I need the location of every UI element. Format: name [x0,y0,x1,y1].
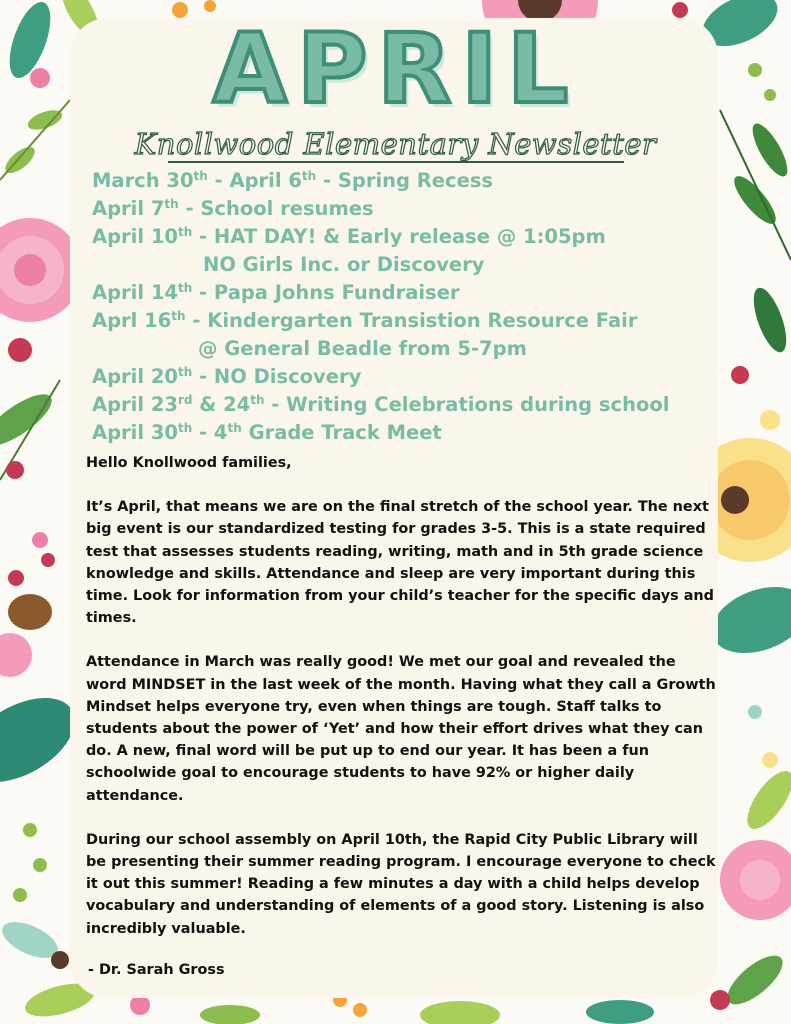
event-text: th [164,197,179,211]
event-text: - Papa Johns Fundraiser [192,281,460,304]
event-line [92,167,712,195]
event-text: Grade Track Meet [241,421,442,444]
event-text: - Writing Celebrations during school [264,393,670,416]
event-text: April 7 [92,197,165,220]
event-text: th [177,421,193,435]
event-text: th [177,281,193,295]
newsletter-subtitle: Knollwood Elementary Newsletter [134,127,657,161]
event-line [92,419,712,447]
subtitle-underline [168,161,624,163]
event-text: - April 6 [207,169,302,192]
event-text: - Spring Recess [316,169,494,192]
events-list [92,167,712,447]
event-text: April 20 [92,365,178,388]
event-text: th [227,421,242,435]
letter-paragraph: It’s April, that means we are on the final stretch of the school year. The next big event is our standardized testing for grades 3-5. This is a state required test that assesses students reading, writing, math and in 5th grade science knowledge and skills. Attendance and sleep are very important during this time. Look for information from your child’s teacher for the specific days and times. [86,499,714,627]
event-text: th [177,365,193,379]
event-line [92,307,712,335]
event-text: - HAT DAY! & Early release @ 1:05pm [192,225,606,248]
event-text: th [301,169,317,183]
event-line [92,195,712,223]
letter-greeting: Hello Knollwood families, [86,455,292,471]
event-text: - School resumes [178,197,374,220]
event-line-continued [92,335,712,363]
event-text: th [250,393,265,407]
event-line-continued [92,251,712,279]
letter-body [86,452,718,962]
event-text: March 30 [92,169,194,192]
event-text: April 14 [92,281,178,304]
event-text: & 24 [192,393,251,416]
letter-paragraph: During our school assembly on April 10th, the Rapid City Public Library will be presenting their summer reading program. I encourage everyone to check it out this summer! Reading a few minutes a day with a child helps develop vocabulary and understanding of elements of a good story. Listening is also incredibly valuable. [86,831,716,937]
signature: - Dr. Sarah Gross [88,962,225,978]
event-text: April 10 [92,225,178,248]
event-text: - Kindergarten Transistion Resource Fair [185,309,638,332]
event-line [92,279,712,307]
event-text: rd [177,393,193,407]
event-line [92,391,712,419]
event-text: th [193,169,208,183]
event-text: @ General Beadle from 5-7pm [198,337,527,360]
page-title: APRIL [212,13,579,125]
event-text: Aprl 16 [92,309,172,332]
event-text: April 30 [92,421,178,444]
event-line [92,223,712,251]
event-line [92,363,712,391]
event-text: - 4 [192,421,228,444]
event-text: - NO Discovery [192,365,362,388]
event-text: th [177,225,193,239]
event-text: th [171,309,186,323]
event-text: April 23 [92,393,178,416]
letter-paragraph: Attendance in March was really good! We met our goal and revealed the word MINDSET in the last week of the month. Having what they call a Growth Mindset helps everyone try, even when things are tough. Staff talks to students about the power of ‘Yet’ and how their effort drives what they can do. A new, final word will be put up to end our year. It has been a fun schoolwide goal to encourage students to have 92% or higher daily attendance. [86,654,716,804]
event-text: NO Girls Inc. or Discovery [203,253,485,276]
